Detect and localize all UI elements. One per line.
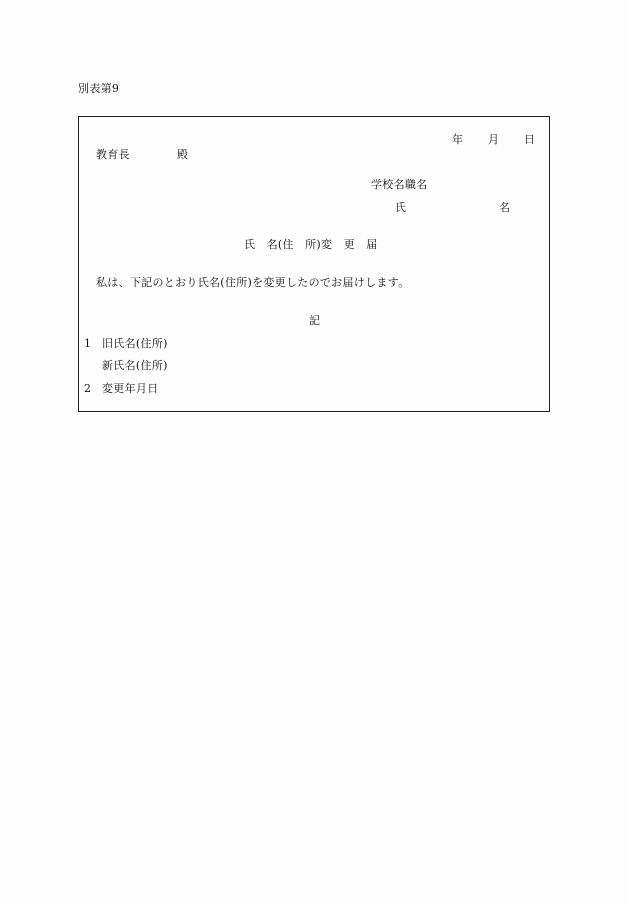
date-year: 年: [452, 133, 464, 146]
date-month: 月: [488, 133, 500, 146]
item-number: 2: [84, 382, 92, 395]
form-title: 氏 名(住 所)変 更 届: [244, 238, 378, 251]
item-label: 変更年月日: [102, 382, 159, 395]
name-family-label: 氏: [395, 201, 407, 214]
date-day: 日: [524, 133, 536, 146]
item-label: 新氏名(住所): [102, 359, 168, 372]
honorific: 殿: [177, 148, 189, 161]
body-text: 私は、下記のとおり氏名(住所)を変更したのでお届けします。: [96, 276, 410, 289]
school-position-label: 学校名職名: [371, 178, 428, 191]
item-label: 旧氏名(住所): [102, 337, 168, 350]
name-given-label: 名: [499, 201, 511, 214]
item-number: 1: [84, 337, 92, 350]
addressee: 教育長: [96, 148, 130, 161]
ki-label: 記: [309, 314, 321, 327]
table-label: 別表第9: [78, 82, 120, 95]
